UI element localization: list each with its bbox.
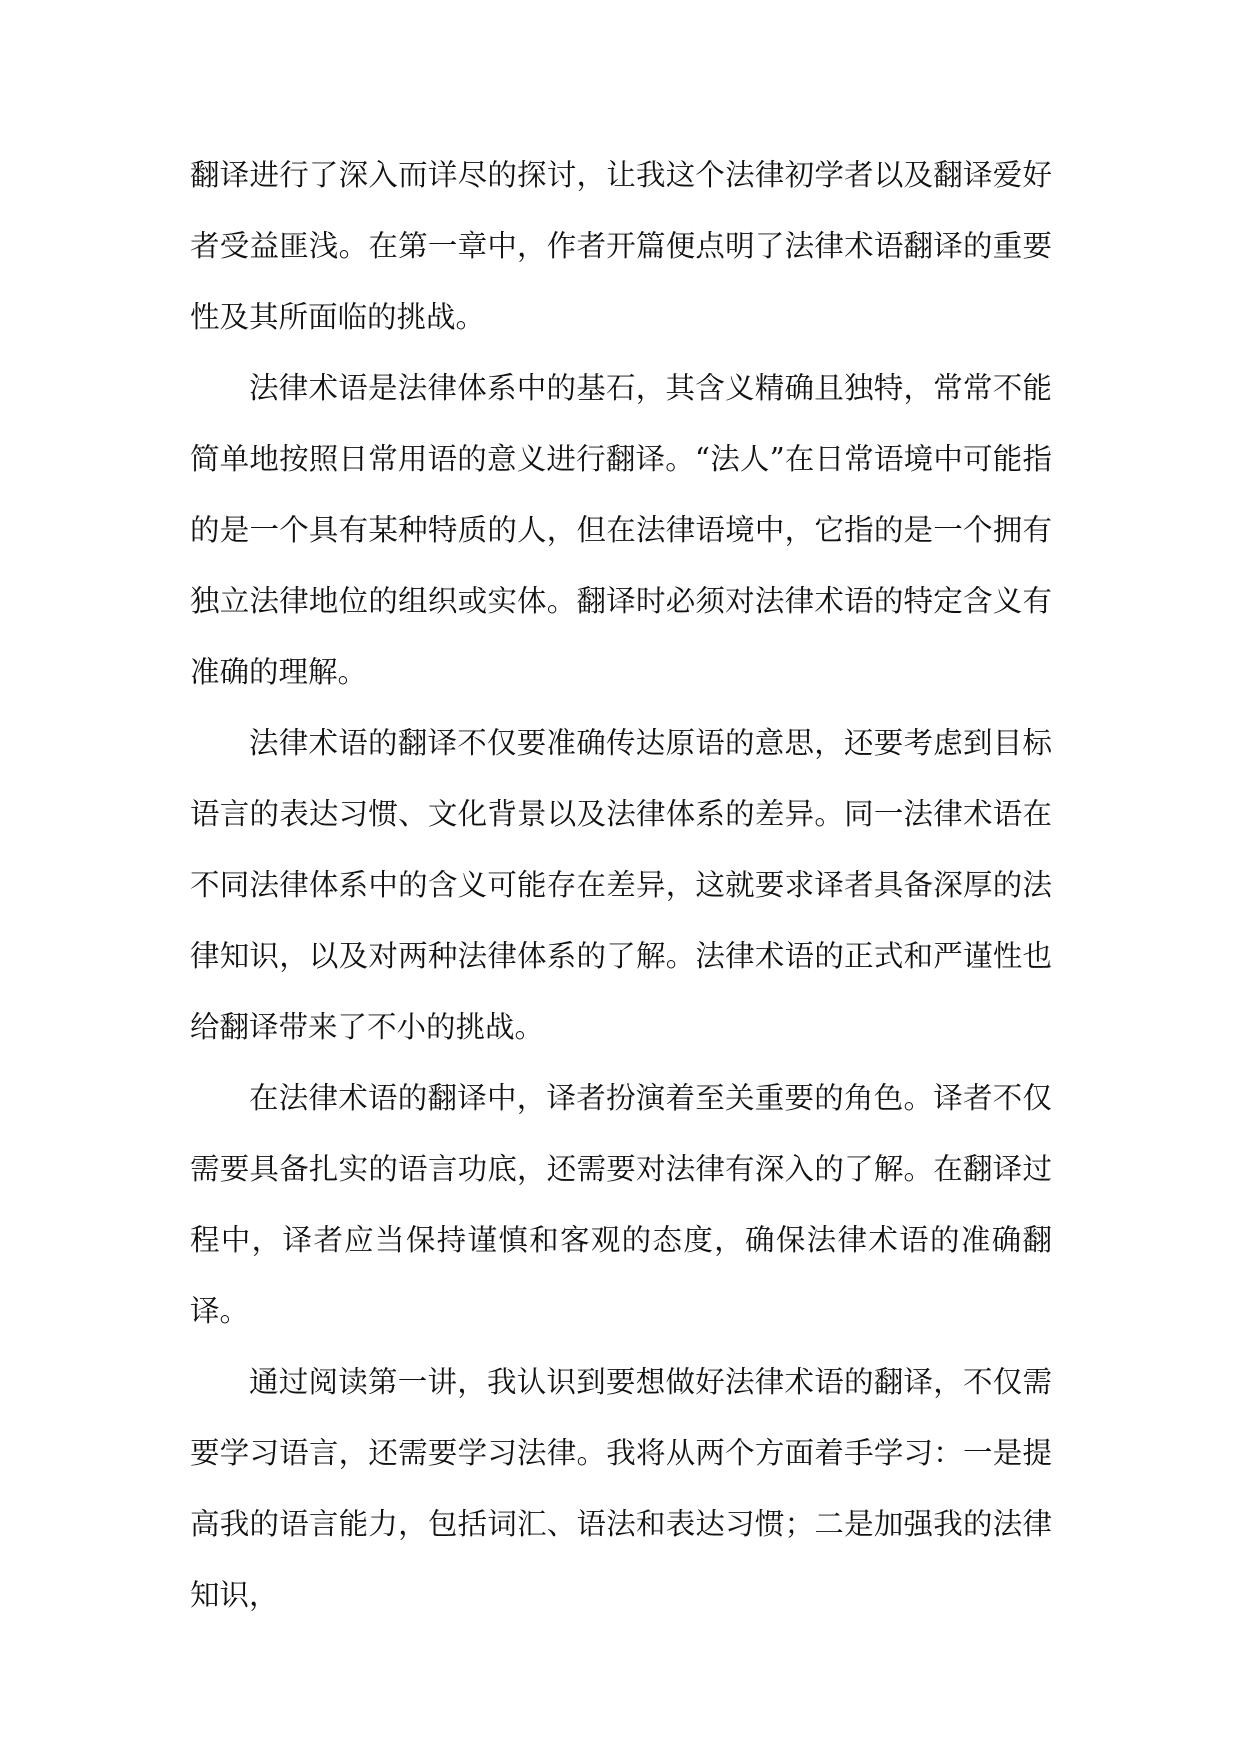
paragraph: 法律术语的翻译不仅要准确传达原语的意思，还要考虑到目标语言的表达习惯、文化背景以及法律体系的差异。同一法律术语在不同法律体系中的含义可能存在差异，这就要求译者具备深厚的法律知识，以及对两种法律体系的了解。法律术语的正式和严谨性也给翻译带来了不小的挑战。 (190, 726, 1052, 1044)
paragraph: 法律术语是法律体系中的基石，其含义精确且独特，常常不能简单地按照日常用语的意义进行翻译。“法人”在日常语境中可能指的是一个具有某种特质的人，但在法律语境中，它指的是一个拥有独立法律地位的组织或实体。翻译时必须对法律术语的特定含义有准确的理解。 (190, 371, 1052, 689)
paragraph: 在法律术语的翻译中，译者扮演着至关重要的角色。译者不仅需要具备扎实的语言功底，还需要对法律有深入的了解。在翻译过程中，译者应当保持谨慎和客观的态度，确保法律术语的准确翻译。 (190, 1081, 1052, 1328)
paragraph-continued: 翻译进行了深入而详尽的探讨，让我这个法律初学者以及翻译爱好者受益匪浅。在第一章中，作者开篇便点明了法律术语翻译的重要性及其所面临的挑战。 (190, 158, 1052, 334)
paragraph: 通过阅读第一讲，我认识到要想做好法律术语的翻译，不仅需要学习语言，还需要学习法律。我将从两个方面着手学习：一是提高我的语言能力，包括词汇、语法和表达习惯；二是加强我的法律知识， (190, 1365, 1052, 1612)
document-body (190, 140, 1052, 1631)
